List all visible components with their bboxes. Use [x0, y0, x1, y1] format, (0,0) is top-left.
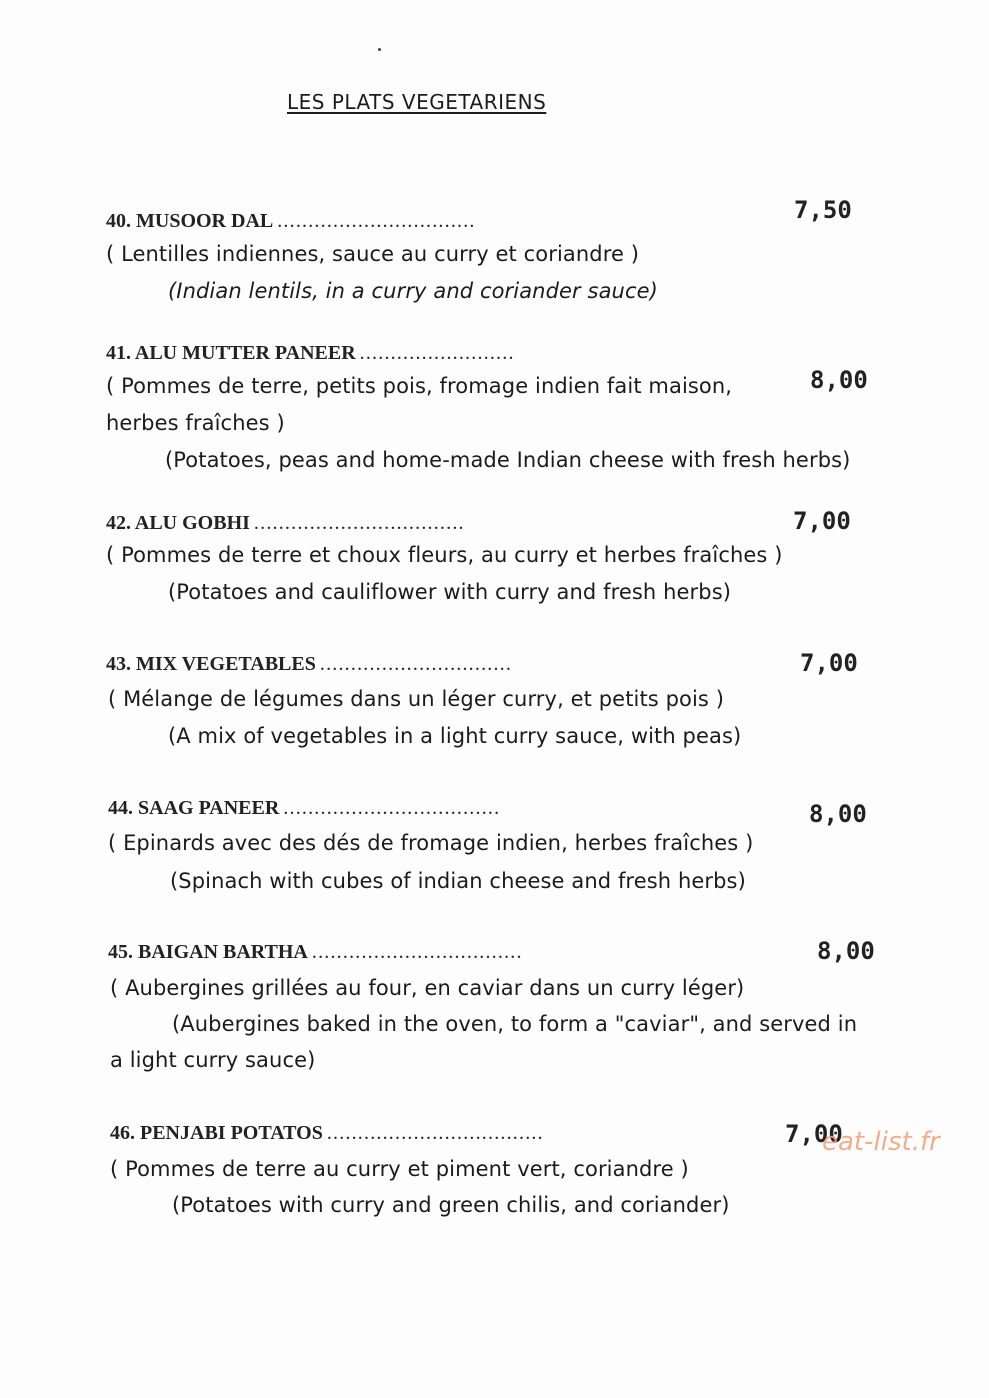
- dish-price: 7,00: [793, 507, 851, 535]
- dish-description-fr: ( Aubergines grillées au four, en caviar dans un curry léger): [110, 976, 745, 1000]
- dot-leader: ..................................: [253, 512, 465, 534]
- dish-description-en: (Aubergines baked in the oven, to form a "caviar", and served in: [172, 1012, 858, 1036]
- menu-item-heading: [106, 210, 476, 233]
- dot-leader: ................................: [277, 210, 476, 232]
- dish-description-fr: ( Lentilles indiennes, sauce au curry et coriandre ): [106, 242, 640, 266]
- menu-section-title: LES PLATS VEGETARIENS: [287, 90, 547, 114]
- dish-description-fr: ( Pommes de terre au curry et piment vert, coriandre ): [110, 1157, 689, 1181]
- dish-name: 40. MUSOOR DAL: [106, 210, 274, 232]
- dish-price: 7,00: [800, 649, 858, 677]
- dish-description-en-continued: a light curry sauce): [110, 1048, 316, 1072]
- menu-item-heading: [108, 941, 523, 964]
- dish-name: 42. ALU GOBHI: [106, 512, 250, 534]
- dish-description-en: (Potatoes and cauliflower with curry and fresh herbs): [168, 580, 732, 604]
- site-watermark: eat-list.fr: [822, 1127, 940, 1157]
- dish-description-en: (Indian lentils, in a curry and coriander sauce): [168, 279, 658, 303]
- dish-name: 46. PENJABI POTATOS: [110, 1122, 323, 1144]
- dish-description-fr: ( Pommes de terre, petits pois, fromage indien fait maison,: [106, 374, 733, 398]
- dish-description-en: (A mix of vegetables in a light curry sauce, with peas): [168, 724, 742, 748]
- dish-price: 8,00: [817, 937, 875, 965]
- dish-price: 7,00: [785, 1120, 843, 1148]
- dish-name: 45. BAIGAN BARTHA: [108, 941, 308, 963]
- dot-leader: ...................................: [326, 1122, 544, 1144]
- dot-leader: ...............................: [319, 653, 513, 675]
- dish-name: 43. MIX VEGETABLES: [106, 653, 316, 675]
- dot-leader: .........................: [359, 342, 515, 364]
- dish-description-fr: ( Epinards avec des dés de fromage indien, herbes fraîches ): [108, 831, 754, 855]
- dish-description-fr: ( Pommes de terre et choux fleurs, au curry et herbes fraîches ): [106, 543, 783, 567]
- dish-description-en: (Spinach with cubes of indian cheese and fresh herbs): [170, 869, 746, 893]
- dot-leader: ..................................: [311, 941, 523, 963]
- menu-item-heading: [110, 1122, 544, 1145]
- dish-name: 41. ALU MUTTER PANEER: [106, 342, 356, 364]
- dish-description-fr-continued: herbes fraîches ): [106, 411, 285, 435]
- dot-leader: ...................................: [283, 797, 501, 819]
- dish-price: 7,50: [794, 196, 852, 224]
- menu-item-heading: [106, 342, 515, 365]
- dish-price: 8,00: [810, 366, 868, 394]
- menu-item-heading: [108, 797, 500, 820]
- dish-description-fr: ( Mélange de légumes dans un léger curry, et petits pois ): [108, 687, 725, 711]
- paper-speck: [378, 48, 381, 51]
- dish-price: 8,00: [809, 800, 867, 828]
- dish-name: 44. SAAG PANEER: [108, 797, 280, 819]
- dish-description-en: (Potatoes with curry and green chilis, and coriander): [172, 1193, 730, 1217]
- dish-description-en: (Potatoes, peas and home-made Indian cheese with fresh herbs): [165, 448, 851, 472]
- menu-item-heading: [106, 512, 465, 535]
- menu-item-heading: [106, 653, 512, 676]
